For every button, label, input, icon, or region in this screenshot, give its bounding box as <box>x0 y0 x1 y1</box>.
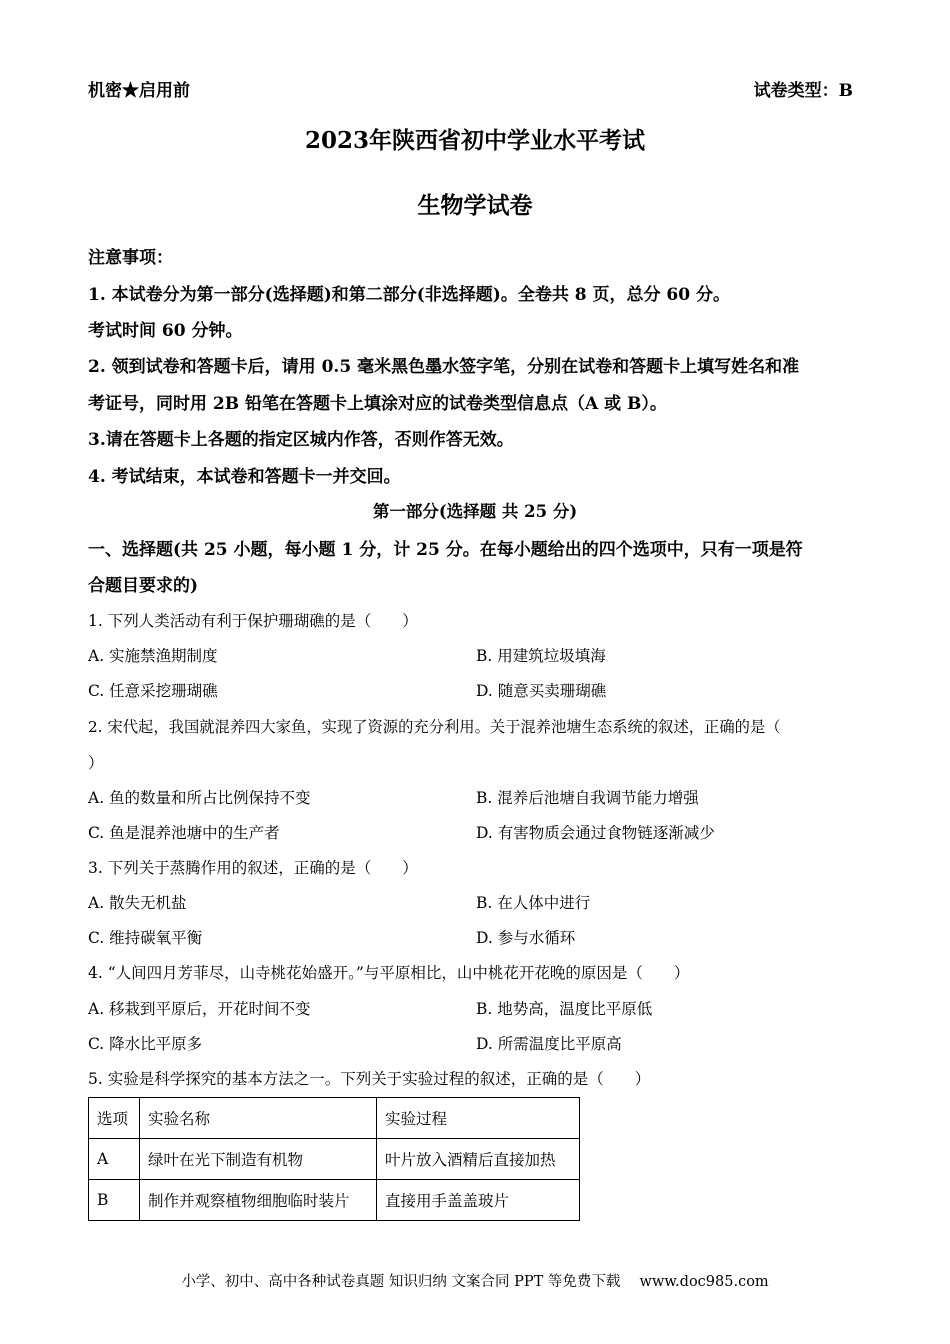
option-d: D. 有害物质会通过食物链逐渐减少 <box>476 824 715 842</box>
exam-subtitle: 生物学试卷 <box>417 192 533 219</box>
table-cell: A <box>89 1139 140 1180</box>
table-cell: 绿叶在光下制造有机物 <box>140 1139 377 1180</box>
note-line: 考试时间 60 分钟。 <box>88 321 243 341</box>
section-heading-line: 合题目要求的) <box>88 576 199 596</box>
question-stem: 4. “人间四月芳菲尽，山寺桃花始盛开。”与平原相比，山中桃花开花晚的原因是（ ） <box>88 964 690 982</box>
option-b: B. 在人体中进行 <box>476 894 591 912</box>
table-header-cell: 选项 <box>89 1098 140 1139</box>
note-line: 1. 本试卷分为第一部分(选择题)和第二部分(非选择题)。全卷共 8 页，总分 60 分。 <box>88 285 730 305</box>
table-row <box>89 1180 580 1221</box>
page-footer: 小学、初中、高中各种试卷真题 知识归纳 文案合同 PPT 等免费下载 www.doc985.com <box>181 1274 769 1290</box>
option-b: B. 用建筑垃圾填海 <box>476 647 606 665</box>
option-d: D. 所需温度比平原高 <box>476 1035 622 1053</box>
note-line: 3.请在答题卡上各题的指定区城内作答，否则作答无效。 <box>88 430 514 450</box>
option-a: A. 鱼的数量和所占比例保持不变 <box>88 789 311 807</box>
table-header-row <box>89 1098 580 1139</box>
experiment-table <box>88 1097 580 1221</box>
part-one-title: 第一部分(选择题 共 25 分) <box>372 502 578 521</box>
option-a: A. 散失无机盐 <box>88 894 187 912</box>
table-header-cell: 实验名称 <box>140 1098 377 1139</box>
table-cell: 叶片放入酒精后直接加热 <box>377 1139 580 1180</box>
table-cell: 制作并观察植物细胞临时装片 <box>140 1180 377 1221</box>
option-d: D. 随意买卖珊瑚礁 <box>476 682 607 700</box>
exam-title: 2023年陕西省初中学业水平考试 <box>304 127 645 154</box>
table-cell: 直接用手盖盖玻片 <box>377 1180 580 1221</box>
option-c: C. 鱼是混养池塘中的生产者 <box>88 824 280 842</box>
question-stem: 5. 实验是科学探究的基本方法之一。下列关于实验过程的叙述，正确的是（ ） <box>88 1070 651 1088</box>
note-line: 2. 领到试卷和答题卡后，请用 0.5 毫米黑色墨水签字笔，分别在试卷和答题卡上填写姓名和准 <box>88 357 800 377</box>
question-stem: 3. 下列关于蒸腾作用的叙述，正确的是（ ） <box>88 859 418 877</box>
option-b: B. 混养后池塘自我调节能力增强 <box>476 789 699 807</box>
question-stem: 2. 宋代起，我国就混养四大家鱼，实现了资源的充分利用。关于混养池塘生态系统的叙述，正确的是（ <box>88 718 781 736</box>
confidential-label: 机密★启用前 <box>88 81 190 101</box>
option-d: D. 参与水循环 <box>476 929 576 947</box>
question-stem-continued: ） <box>88 754 104 772</box>
option-a: A. 移栽到平原后，开花时间不变 <box>88 1000 311 1018</box>
table-cell: B <box>89 1180 140 1221</box>
table-header-cell: 实验过程 <box>377 1098 580 1139</box>
question-stem: 1. 下列人类活动有利于保护珊瑚礁的是（ ） <box>88 612 418 630</box>
note-line: 4. 考试结束，本试卷和答题卡一并交回。 <box>88 467 401 487</box>
notes-heading: 注意事项： <box>88 248 173 268</box>
option-c: C. 任意采挖珊瑚礁 <box>88 682 218 700</box>
table-row <box>89 1139 580 1180</box>
paper-type-label: 试卷类型：B <box>753 81 853 101</box>
option-b: B. 地势高，温度比平原低 <box>476 1000 653 1018</box>
section-heading-line: 一、选择题(共 25 小题，每小题 1 分，计 25 分。在每小题给出的四个选项中，只有一项是符 <box>88 540 803 560</box>
note-line: 考证号，同时用 2B 铅笔在答题卡上填涂对应的试卷类型信息点（A 或 B）。 <box>88 394 667 414</box>
option-c: C. 降水比平原多 <box>88 1035 203 1053</box>
option-a: A. 实施禁渔期制度 <box>88 647 218 665</box>
option-c: C. 维持碳氧平衡 <box>88 929 203 947</box>
